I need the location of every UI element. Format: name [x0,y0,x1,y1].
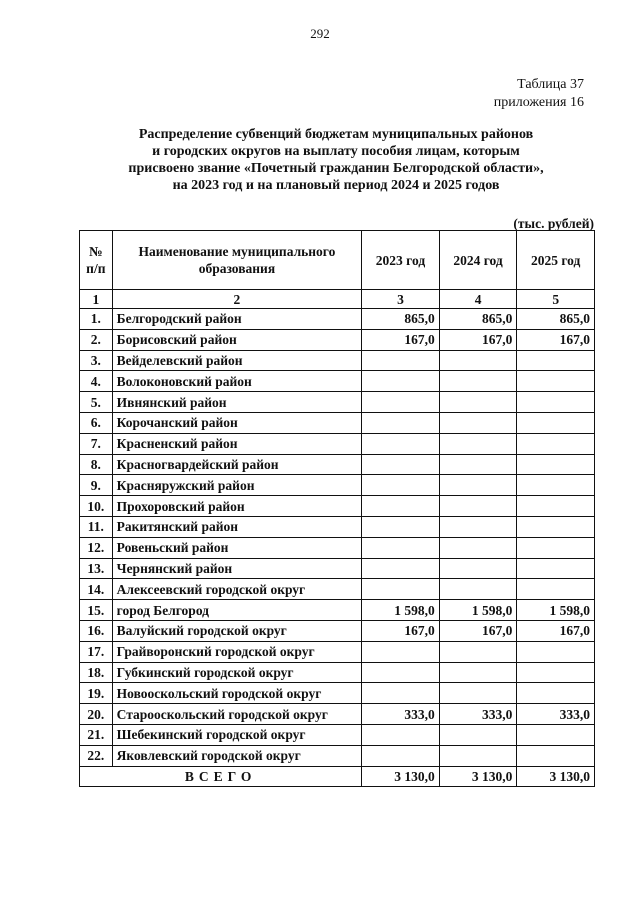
row-number: 6. [80,412,113,433]
row-value-2024 [439,392,517,413]
row-name: Красногвардейский район [112,454,362,475]
row-value-2025: 167,0 [517,329,595,350]
row-number: 7. [80,433,113,454]
row-value-2024 [439,475,517,496]
row-value-2024 [439,724,517,745]
row-value-2023 [362,641,440,662]
table-row [80,412,595,433]
row-value-2025 [517,412,595,433]
row-value-2025 [517,558,595,579]
row-value-2023: 1 598,0 [362,600,440,621]
total-value-2023: 3 130,0 [362,766,440,787]
row-value-2025 [517,496,595,517]
row-value-2024: 333,0 [439,704,517,725]
document-title-line-1: Распределение субвенций бюджетам муниципальных районов [138,127,534,142]
row-value-2023 [362,745,440,766]
table-row [80,475,595,496]
page-number: 292 [310,26,330,41]
row-name: Ивнянский район [112,392,362,413]
header-number: № п/п [80,231,113,290]
row-value-2023 [362,454,440,475]
row-number: 11. [80,516,113,537]
table-row [80,683,595,704]
table-row [80,537,595,558]
table-row [80,724,595,745]
row-value-2023: 333,0 [362,704,440,725]
total-row [80,766,595,787]
row-value-2025 [517,662,595,683]
total-label: ВСЕГО [80,766,362,787]
row-value-2025 [517,392,595,413]
row-number: 19. [80,683,113,704]
table-row [80,454,595,475]
table-row [80,579,595,600]
row-value-2023: 865,0 [362,309,440,330]
table-row [80,600,595,621]
row-value-2024 [439,558,517,579]
row-number: 1. [80,309,113,330]
row-value-2025 [517,537,595,558]
row-value-2024 [439,745,517,766]
row-value-2023 [362,496,440,517]
total-value-2024: 3 130,0 [439,766,517,787]
row-value-2025 [517,579,595,600]
row-number: 9. [80,475,113,496]
row-value-2024 [439,683,517,704]
table-row [80,392,595,413]
row-number: 4. [80,371,113,392]
table-row [80,371,595,392]
row-value-2025 [517,454,595,475]
table-body [80,290,595,787]
document-title-line-3: присвоено звание «Почетный гражданин Белгородской области», [128,161,544,176]
row-value-2024: 865,0 [439,309,517,330]
header-name: Наименование муниципального образования [112,231,362,290]
column-number: 3 [362,290,440,309]
document-title-line-2: и городских округов на выплату пособия лицам, которым [152,144,520,159]
row-number: 20. [80,704,113,725]
row-name: Грайворонский городской округ [112,641,362,662]
row-value-2024: 167,0 [439,329,517,350]
table-row [80,704,595,725]
column-number: 5 [517,290,595,309]
row-number: 5. [80,392,113,413]
row-number: 15. [80,600,113,621]
units-label: (тыс. рублей) [513,216,594,231]
row-value-2023 [362,516,440,537]
row-name: Ракитянский район [112,516,362,537]
row-value-2024 [439,454,517,475]
row-value-2024 [439,537,517,558]
row-value-2025: 865,0 [517,309,595,330]
row-name: Валуйский городской округ [112,620,362,641]
row-value-2025 [517,641,595,662]
row-name: Белгородский район [112,309,362,330]
row-name: Вейделевский район [112,350,362,371]
row-name: Борисовский район [112,329,362,350]
table-row [80,350,595,371]
table-reference-line-1: Таблица 37 [517,77,584,92]
row-name: Прохоровский район [112,496,362,517]
row-value-2024 [439,412,517,433]
row-name: Волоконовский район [112,371,362,392]
row-number: 13. [80,558,113,579]
table-row [80,558,595,579]
row-name: Яковлевский городской округ [112,745,362,766]
row-value-2024 [439,662,517,683]
total-value-2025: 3 130,0 [517,766,595,787]
row-value-2023: 167,0 [362,620,440,641]
row-name: Новооскольский городской округ [112,683,362,704]
row-number: 8. [80,454,113,475]
row-name: Шебекинский городской округ [112,724,362,745]
table-row [80,433,595,454]
header-2023: 2023 год [362,231,440,290]
row-name: Корочанский район [112,412,362,433]
row-value-2024: 167,0 [439,620,517,641]
column-number-row [80,290,595,309]
row-value-2023 [362,412,440,433]
row-name: Ровеньский район [112,537,362,558]
row-number: 21. [80,724,113,745]
row-name: Красняружский район [112,475,362,496]
row-value-2025 [517,475,595,496]
header-2025: 2025 год [517,231,595,290]
row-value-2023 [362,392,440,413]
row-number: 18. [80,662,113,683]
table-row [80,516,595,537]
header-2024: 2024 год [439,231,517,290]
row-value-2023 [362,350,440,371]
table-row [80,309,595,330]
table-row [80,496,595,517]
row-number: 2. [80,329,113,350]
document-title [80,126,592,194]
row-value-2023 [362,558,440,579]
row-value-2024 [439,579,517,600]
row-value-2025 [517,683,595,704]
row-value-2024 [439,433,517,454]
row-value-2023 [362,683,440,704]
table-reference [494,76,584,112]
table-row [80,329,595,350]
row-value-2025: 167,0 [517,620,595,641]
subvention-table [79,230,595,787]
table-header-row [80,231,595,290]
row-value-2025 [517,433,595,454]
row-name: Губкинский городской округ [112,662,362,683]
row-number: 17. [80,641,113,662]
row-value-2023 [362,579,440,600]
row-value-2025 [517,745,595,766]
row-value-2023 [362,371,440,392]
row-value-2025: 333,0 [517,704,595,725]
column-number: 4 [439,290,517,309]
row-value-2024 [439,641,517,662]
row-name: Красненский район [112,433,362,454]
row-name: Чернянский район [112,558,362,579]
row-value-2025: 1 598,0 [517,600,595,621]
row-value-2023 [362,433,440,454]
column-number: 1 [80,290,113,309]
row-number: 22. [80,745,113,766]
row-number: 14. [80,579,113,600]
row-value-2024 [439,350,517,371]
column-number: 2 [112,290,362,309]
table-row [80,641,595,662]
row-value-2023 [362,724,440,745]
row-value-2025 [517,371,595,392]
row-value-2024 [439,496,517,517]
row-value-2023: 167,0 [362,329,440,350]
row-value-2023 [362,537,440,558]
row-value-2025 [517,350,595,371]
row-value-2024 [439,371,517,392]
row-name: Старооскольский городской округ [112,704,362,725]
table-row [80,620,595,641]
row-value-2025 [517,724,595,745]
row-value-2024: 1 598,0 [439,600,517,621]
table-row [80,662,595,683]
row-number: 3. [80,350,113,371]
row-value-2025 [517,516,595,537]
table-reference-line-2: приложения 16 [493,95,584,110]
row-name: город Белгород [112,600,362,621]
row-value-2023 [362,475,440,496]
row-number: 10. [80,496,113,517]
row-number: 12. [80,537,113,558]
row-value-2023 [362,662,440,683]
document-title-line-4: на 2023 год и на плановый период 2024 и 2025 годов [172,178,500,193]
row-name: Алексеевский городской округ [112,579,362,600]
row-number: 16. [80,620,113,641]
row-value-2024 [439,516,517,537]
table-row [80,745,595,766]
